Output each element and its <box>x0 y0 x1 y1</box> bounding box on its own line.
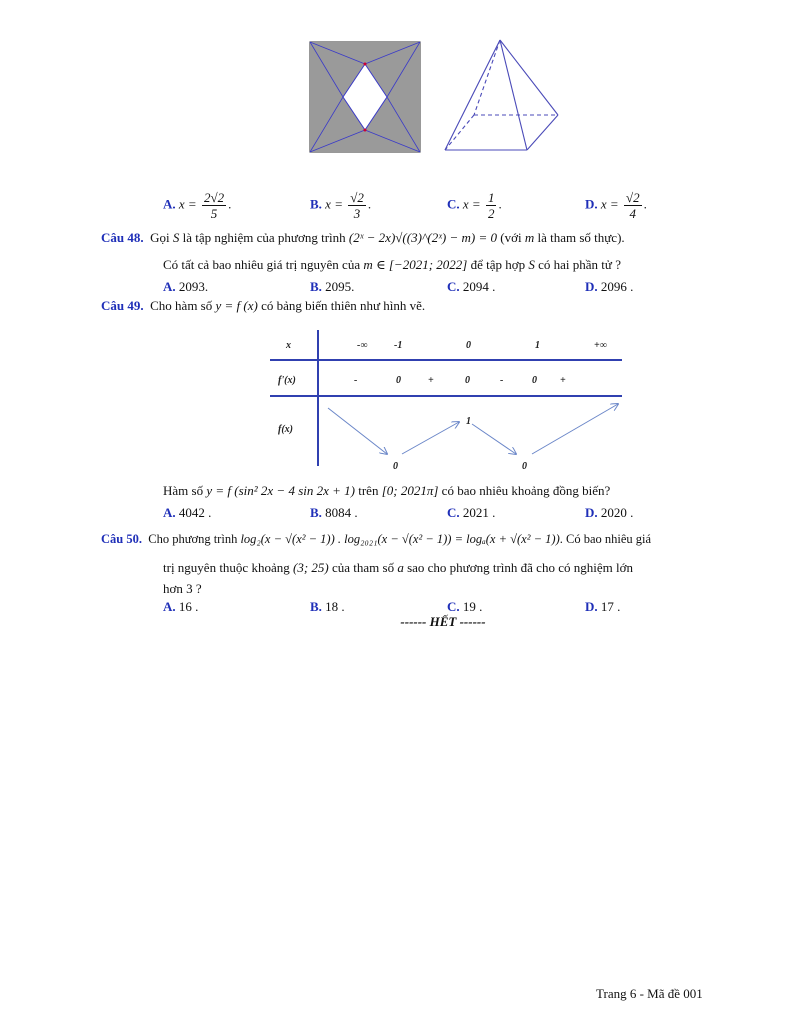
pyramid-figure <box>445 40 558 150</box>
q50-label: Câu 50. <box>101 532 142 546</box>
q48-label: Câu 48. <box>101 230 144 245</box>
q50-stem-line3: hơn 3 ? <box>163 581 202 596</box>
q48-range: m ∈ [−2021; 2022] <box>363 257 468 272</box>
page-footer: Trang 6 - Mã đề 001 <box>596 986 703 1001</box>
end-marker: ------ HẾT ------ <box>400 614 486 629</box>
vt-x-3: 1 <box>535 340 540 351</box>
vt-fp-4: - <box>500 375 504 386</box>
vt-x-1: -1 <box>394 340 403 351</box>
q49-label: Câu 49. <box>101 298 144 313</box>
q50-option-b: B. 18 . <box>310 599 345 614</box>
vt-fp-0: - <box>354 375 358 386</box>
q48-stem-line1: Câu 48. Gọi S là tập nghiệm của phương trình (2ˣ − 2x)√((3)^(2ˣ) − m) = 0 (với m là tham số thực). <box>101 230 625 245</box>
vt-fp-3: 0 <box>465 375 470 386</box>
variation-table <box>262 326 632 474</box>
vt-f-2: 0 <box>522 461 527 472</box>
q47-option-b: B. x = $\frac{√2}{3}$ . <box>310 190 372 221</box>
q50-option-c: C. 19 . <box>447 599 483 614</box>
q50-option-a: A. 16 . <box>163 599 199 614</box>
vt-x-label: x <box>286 340 291 351</box>
q47-option-c: C. x = $\frac{1}{2}$ . <box>447 190 502 221</box>
q50-stem-line1: Câu 50. Cho phương trình log₂(x − √(x² − 1)) . log₂₀₂₁(x − √(x² − 1)) = logₐ(x + √(x² − 1)). Có bao nhiêu giá <box>101 532 652 546</box>
q49-option-d: D. 2020 . <box>585 505 634 520</box>
q48-stem-line2: Có tất cả bao nhiêu giá trị nguyên của m ∈ [−2021; 2022] để tập hợp S có hai phần tử ? <box>163 257 621 272</box>
q47-option-a: A. x = $\frac{2√2}{5}$ . <box>163 190 232 221</box>
vt-f-label: f(x) <box>278 424 293 435</box>
q48-option-b: B. 2095. <box>310 279 355 294</box>
q48-option-d: D. 2096 . <box>585 279 634 294</box>
vt-x-2: 0 <box>466 340 471 351</box>
q49-option-c: C. 2021 . <box>447 505 496 520</box>
vt-f-0: 0 <box>393 461 398 472</box>
square-with-inner-diamond-figure <box>310 42 420 152</box>
vt-x-0: -∞ <box>357 340 368 351</box>
q49-stem: Câu 49. Cho hàm số y = f (x) có bảng biến thiên như hình vẽ. <box>101 298 426 313</box>
vt-fprime-label: f'(x) <box>278 375 296 386</box>
q47-option-d: D. x = $\frac{√2}{4}$ . <box>585 190 647 221</box>
vt-fp-2: + <box>428 375 434 386</box>
q49-interval: [0; 2021π] <box>381 483 439 498</box>
vt-x-4: +∞ <box>594 340 607 351</box>
q49-composite-fn: y = f (sin² 2x − 4 sin 2x + 1) <box>206 483 355 498</box>
q48-option-a: A. 2093. <box>163 279 209 294</box>
vt-f-1: 1 <box>466 416 471 427</box>
q48-equation: (2ˣ − 2x)√((3)^(2ˣ) − m) = 0 <box>348 230 497 245</box>
vt-fp-6: + <box>560 375 566 386</box>
q48-option-c: C. 2094 . <box>447 279 496 294</box>
q50-option-d: D. 17 . <box>585 599 621 614</box>
q49-option-a: A. 4042 . <box>163 505 212 520</box>
top-figures <box>0 0 792 160</box>
q50-equation: log₂(x − √(x² − 1)) . log₂₀₂₁(x − √(x² − 1)) = logₐ(x + √(x² − 1)) <box>240 532 560 546</box>
vt-fp-1: 0 <box>396 375 401 386</box>
q50-stem-line2: trị nguyên thuộc khoảng (3; 25) của tham số a sao cho phương trình đã cho có nghiệm lớn <box>163 560 633 575</box>
q49-option-b: B. 8084 . <box>310 505 358 520</box>
q49-question: Hàm số y = f (sin² 2x − 4 sin 2x + 1) trên [0; 2021π] có bao nhiêu khoảng đồng biến? <box>163 483 611 498</box>
vt-fp-5: 0 <box>532 375 537 386</box>
